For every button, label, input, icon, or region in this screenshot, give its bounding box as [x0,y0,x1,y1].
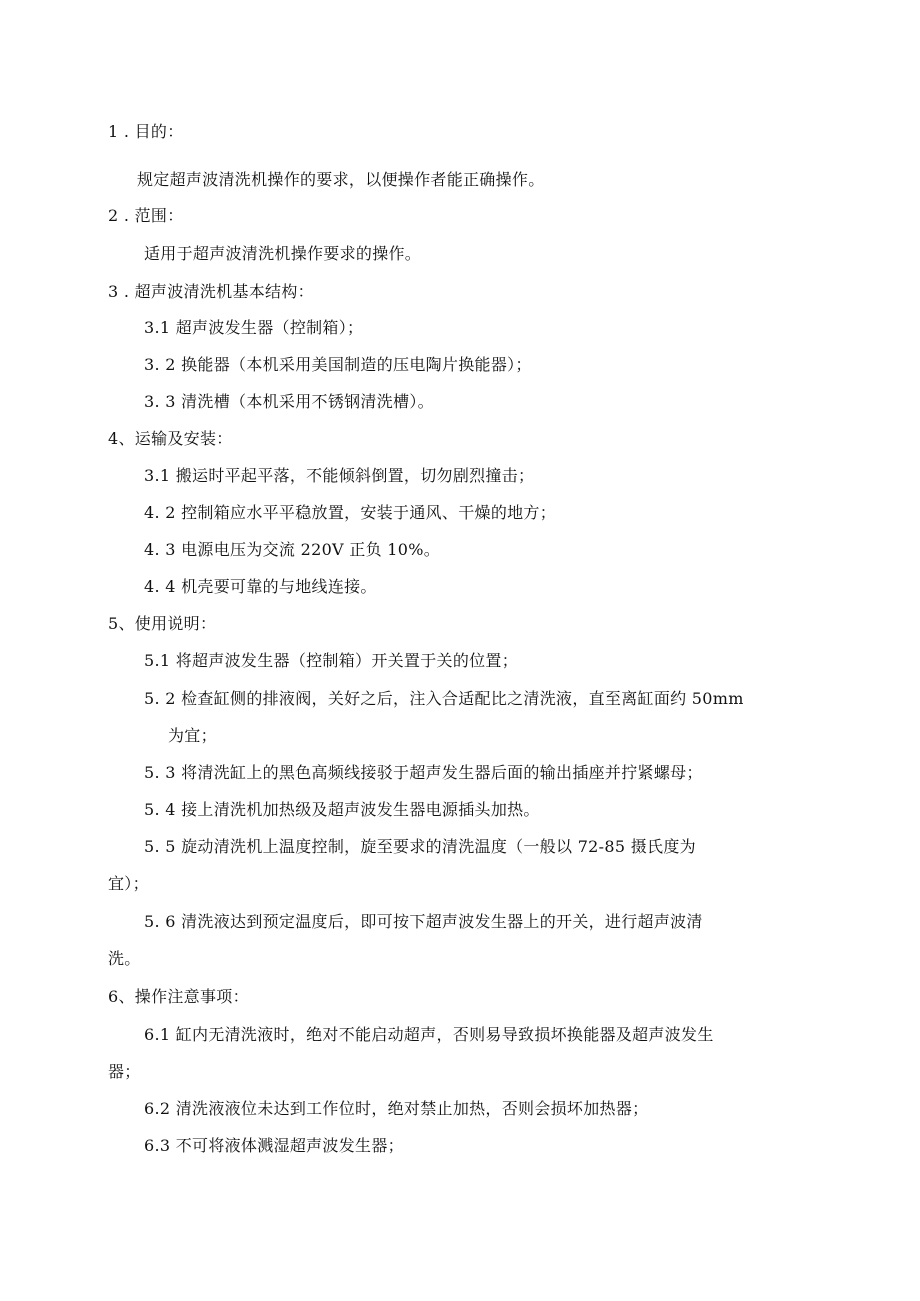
body-line: 6.2 清洗液液位未达到工作位时，绝对禁止加热，否则会损坏加热器； [144,1099,649,1118]
body-line: 规定超声波清洗机操作的要求，以便操作者能正确操作。 [137,170,545,189]
body-line: 5. 6 清洗液达到预定温度后，即可按下超声波发生器上的开关，进行超声波清 [144,912,703,931]
body-line: 5. 5 旋动清洗机上温度控制，旋至要求的清洗温度（一般以 72-85 摄氏度为 [144,837,696,856]
section-heading-usage: 5、使用说明： [108,614,217,633]
body-line: 器； [108,1062,141,1081]
body-line: 适用于超声波清洗机操作要求的操作。 [144,244,422,263]
body-line: 3. 3 清洗槽（本机采用不锈钢清洗槽）。 [144,392,434,411]
body-line: 6.1 缸内无清洗液时，绝对不能启动超声，否则易导致损坏换能器及超声波发生 [144,1025,714,1044]
section-heading-purpose: 1 . 目的： [108,122,184,141]
body-line: 5. 3 将清洗缸上的黑色高频线接驳于超声发生器后面的输出插座并拧紧螺母； [144,763,703,782]
body-line: 为宜； [168,726,217,745]
body-line: 3.1 超声波发生器（控制箱）； [144,318,364,337]
body-line: 洗。 [108,949,141,968]
body-line: 5.1 将超声波发生器（控制箱）开关置于关的位置； [144,651,519,670]
section-heading-structure: 3 . 超声波清洗机基本结构： [108,282,314,301]
body-line: 4. 3 电源电压为交流 220V 正负 10%。 [144,540,441,559]
section-heading-transport: 4、运输及安装： [108,429,233,448]
body-line: 5. 4 接上清洗机加热级及超声波发生器电源插头加热。 [144,800,540,819]
section-heading-scope: 2 . 范围： [108,206,184,225]
body-line: 5. 2 检查缸侧的排液阀，关好之后，注入合适配比之清洗液，直至离缸面约 50mm [144,689,744,708]
section-heading-precautions: 6、操作注意事项： [108,987,249,1006]
body-line: 4. 4 机壳要可靠的与地线连接。 [144,577,377,596]
body-line: 6.3 不可将液体溅湿超声波发生器； [144,1136,404,1155]
body-line: 3.1 搬运时平起平落，不能倾斜倒置，切勿剧烈撞击； [144,466,535,485]
body-line: 4. 2 控制箱应水平平稳放置，安装于通风、干燥的地方； [144,503,557,522]
body-line: 3. 2 换能器（本机采用美国制造的压电陶片换能器）； [144,355,532,374]
body-line: 宜）； [108,874,149,893]
